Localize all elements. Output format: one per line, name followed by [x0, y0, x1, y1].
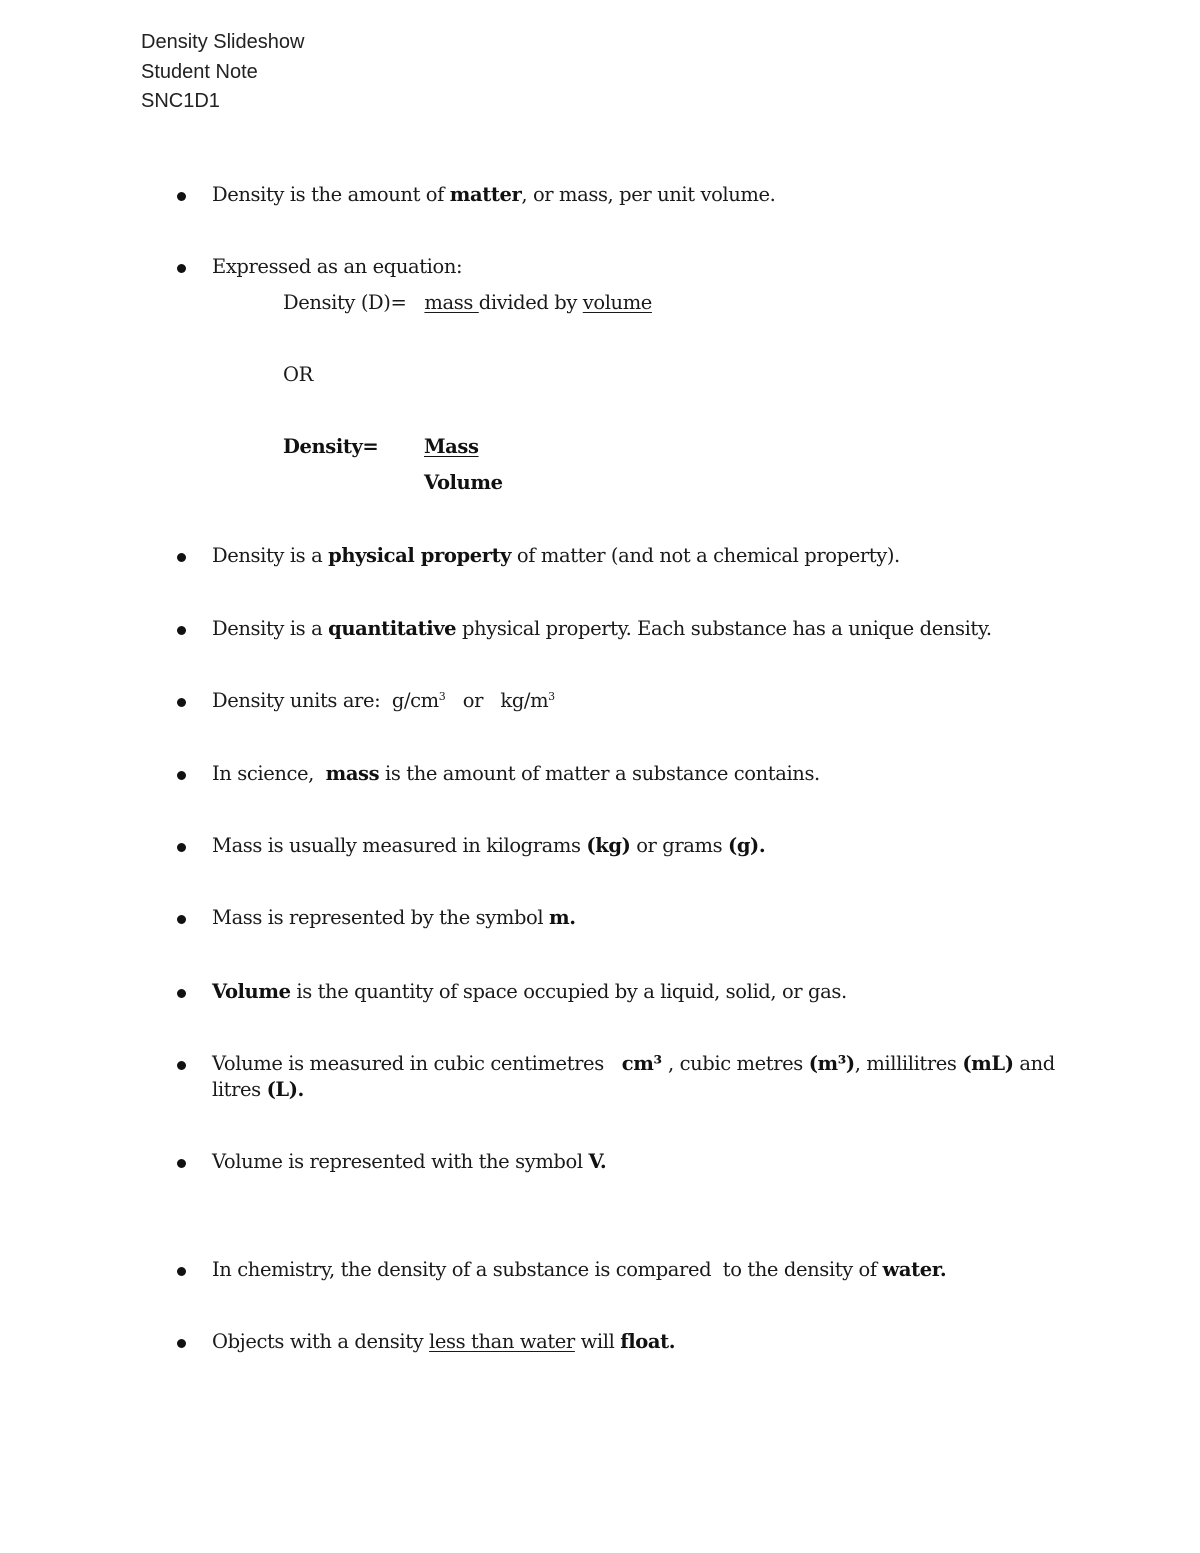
- bullet-icon: [177, 698, 186, 707]
- bullet-text: Density is the amount of matter, or mass, per unit volume.: [212, 183, 776, 206]
- bullet-icon: [177, 1159, 186, 1168]
- bullet-icon: [177, 843, 186, 852]
- bullet-text: Volume is the quantity of space occupied by a liquid, solid, or gas.: [212, 980, 847, 1003]
- bullet-text: In chemistry, the density of a substance is compared to the density of water.: [212, 1258, 947, 1281]
- bullet-text: Density units are: $g/cm^3$ or $kg/m^3$: [212, 689, 555, 712]
- header-title: Density Slideshow: [141, 31, 305, 53]
- document-header: [141, 28, 304, 117]
- equation-or: OR: [283, 363, 313, 386]
- bullet-icon: [177, 1061, 186, 1070]
- bullet-icon: [177, 264, 186, 273]
- bullet-icon: [177, 192, 186, 201]
- bullet-icon: [177, 771, 186, 780]
- bullet-text: Volume is represented with the symbol V.: [212, 1150, 607, 1173]
- bullet-icon: [177, 553, 186, 562]
- header-subtitle: Student Note: [141, 60, 258, 83]
- bullet-icon: [177, 989, 186, 998]
- bullet-icon: [177, 1267, 186, 1276]
- header-course-code: SNC1D1: [141, 90, 220, 112]
- bullet-text: Mass is usually measured in kilograms (kg) or grams (g).: [212, 834, 766, 857]
- bullet-icon: [177, 626, 186, 635]
- bullet-text: Mass is represented by the symbol m.: [212, 906, 576, 929]
- bullet-text: Density is a quantitative physical property. Each substance has a unique density.: [212, 617, 992, 640]
- equation-density-label: Density=: [283, 435, 379, 458]
- bullet-icon: [177, 1339, 186, 1348]
- bullet-text: Density is a physical property of matter (and not a chemical property).: [212, 544, 900, 567]
- bullet-text: Objects with a density less than water will float.: [212, 1330, 676, 1353]
- bullet-text: Expressed as an equation:: [212, 255, 463, 278]
- equation-denominator: Volume: [424, 471, 503, 494]
- equation-word-form: Density (D)= mass divided by volume: [283, 291, 652, 314]
- equation-numerator: Mass: [424, 435, 479, 458]
- bullet-text: In science, mass is the amount of matter a substance contains.: [212, 762, 820, 785]
- bullet-icon: [177, 915, 186, 924]
- bullet-text: Volume is measured in cubic centimetres cm³ , cubic metres (m³), millilitres (mL) and litres (L).: [212, 1052, 1055, 1101]
